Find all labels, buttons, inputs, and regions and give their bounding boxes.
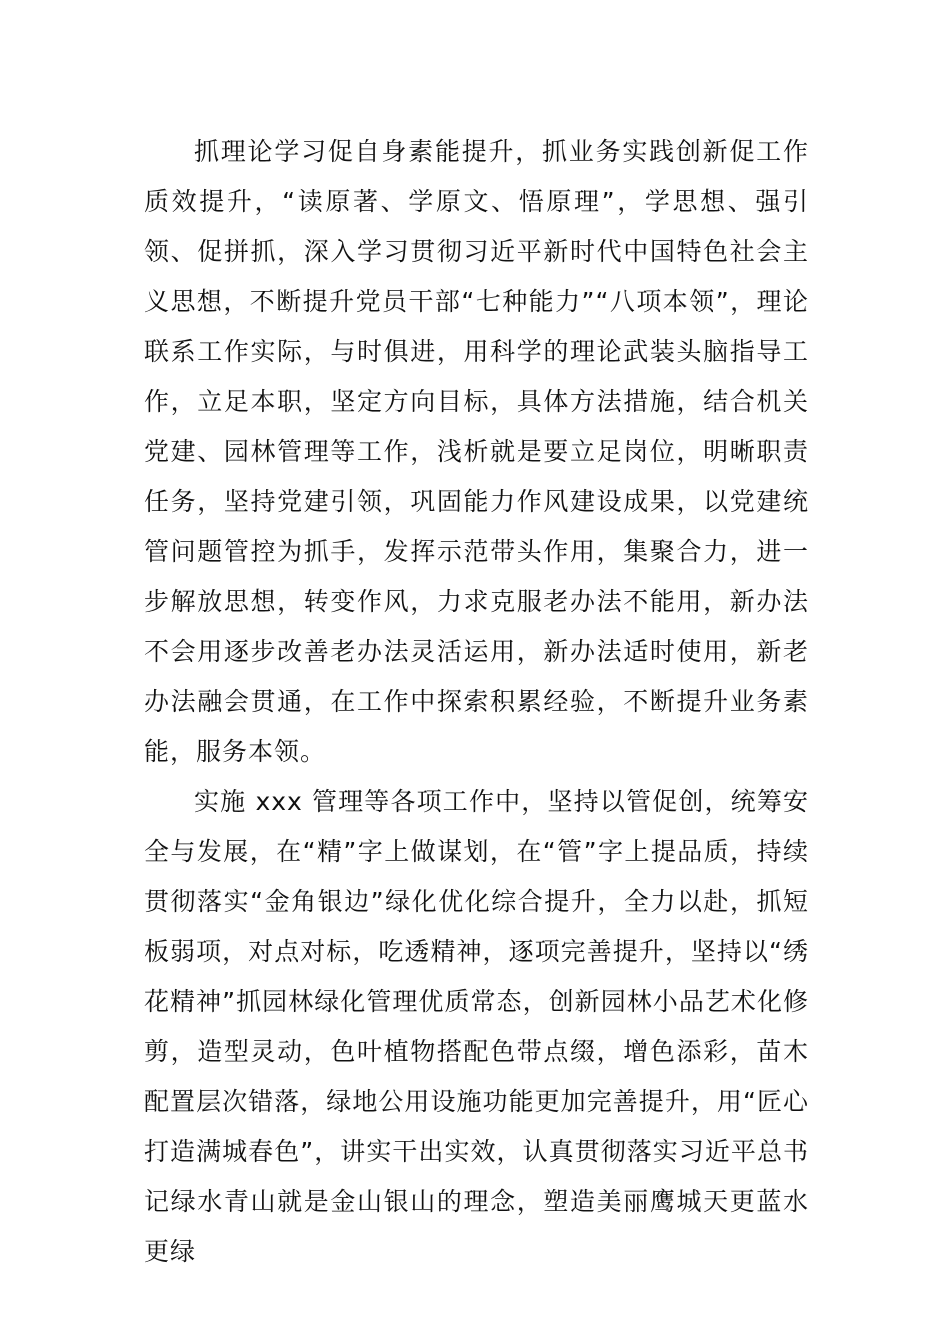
document-body [144,127,809,1277]
paragraph-2: 实施 xxx 管理等各项工作中，坚持以管促创，统筹安全与发展，在“精”字上做谋划，在“管”字上提品质，持续贯彻落实“金角银边”绿化优化综合提升，全力以赴，抓短板弱项，对点对标，吃透精神，逐项完善提升，坚持以“绣花精神”抓园林绿化管理优质常态，创新园林小品艺术化修剪，造型灵动，色叶植物搭配色带点缀，增色添彩，苗木配置层次错落，绿地公用设施功能更加完善提升，用“匠心打造满城春色”，讲实干出实效，认真贯彻落实习近平总书记绿水青山就是金山银山的理念，塑造美丽鹰城天更蓝水更绿 [144,787,809,1266]
paragraph-1: 抓理论学习促自身素能提升，抓业务实践创新促工作质效提升，“读原著、学原文、悟原理”，学思想、强引领、促拼抓，深入学习贯彻习近平新时代中国特色社会主义思想，不断提升党员干部“七种能力”“八项本领”，理论联系工作实际，与时俱进，用科学的理论武装头脑指导工作，立足本职，坚定方向目标，具体方法措施，结合机关党建、园林管理等工作，浅析就是要立足岗位，明晰职责任务，坚持党建引领，巩固能力作风建设成果，以党建统管问题管控为抓手，发挥示范带头作用，集聚合力，进一步解放思想，转变作风，力求克服老办法不能用，新办法不会用逐步改善老办法灵活运用，新办法适时使用，新老办法融会贯通，在工作中探索积累经验，不断提升业务素能，服务本领。 [144,137,809,766]
